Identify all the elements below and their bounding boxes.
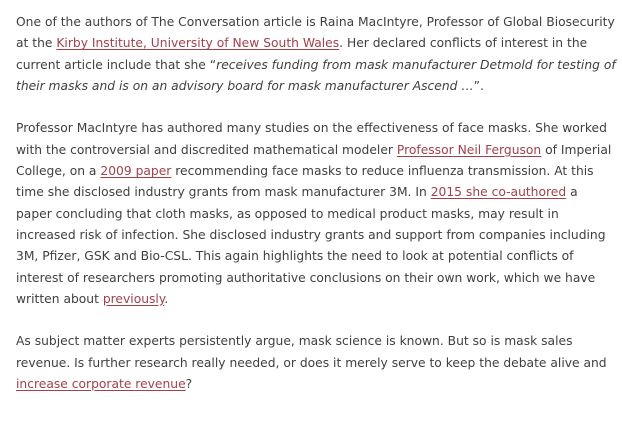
link-increase-corporate-revenue[interactable]: increase corporate revenue: [16, 377, 186, 392]
article-body: [16, 12, 616, 417]
link-previously[interactable]: previously: [102, 291, 165, 306]
link-2015-co-authored[interactable]: 2015 she co-authored: [430, 185, 567, 200]
paragraph-text: Professor MacIntyre has authored many studies on the effectiveness of face masks. She worked with the controversial and discredited mathematical modeler: [16, 121, 607, 157]
paragraph-text: ?: [185, 377, 193, 392]
paragraph-text: of Imperial College, on a: [16, 142, 612, 179]
paragraph-text: ”.: [473, 78, 484, 93]
paragraph-author-disclosure: [16, 12, 616, 97]
paragraph-text: .: [164, 291, 169, 306]
paragraph-text: recommending face masks to reduce influenza transmission. At this time she disclosed industry grants from mask manufacturer 3M. In: [16, 164, 594, 200]
quoted-conflict-statement: receives funding from mask manufacturer Detmold for testing of their masks and is on an advisory board for mask manufacturer Ascend …: [16, 57, 616, 93]
paragraph-mask-revenue: [16, 331, 616, 395]
link-professor-neil-ferguson[interactable]: Professor Neil Ferguson: [396, 142, 542, 157]
link-2009-paper[interactable]: 2009 paper: [100, 164, 172, 179]
paragraph-text: a paper concluding that cloth masks, as opposed to medical product masks, may result in increased risk of infection. She disclosed industry grants and support from companies including 3M, Pfizer, GSK and Bio-CSL. This again highlights the need to look at potential conflicts of interest of researchers promoting authoritative conclusions on their own work, which we have written about: [16, 185, 606, 306]
paragraph-text: As subject matter experts persistently argue, mask science is known. But so is mask sales revenue. Is further research really needed, or does it merely serve to keep the debate alive and: [16, 334, 607, 370]
paragraph-macintyre-studies: [16, 118, 616, 310]
link-kirby-institute[interactable]: Kirby Institute, University of New South Wales: [56, 36, 340, 51]
paragraph-text: One of the authors of The Conversation article is Raina MacIntyre, Professor of Global Biosecurity at the: [16, 15, 615, 51]
paragraph-text: . Her declared conflicts of interest in the current article include that she “: [16, 36, 588, 72]
